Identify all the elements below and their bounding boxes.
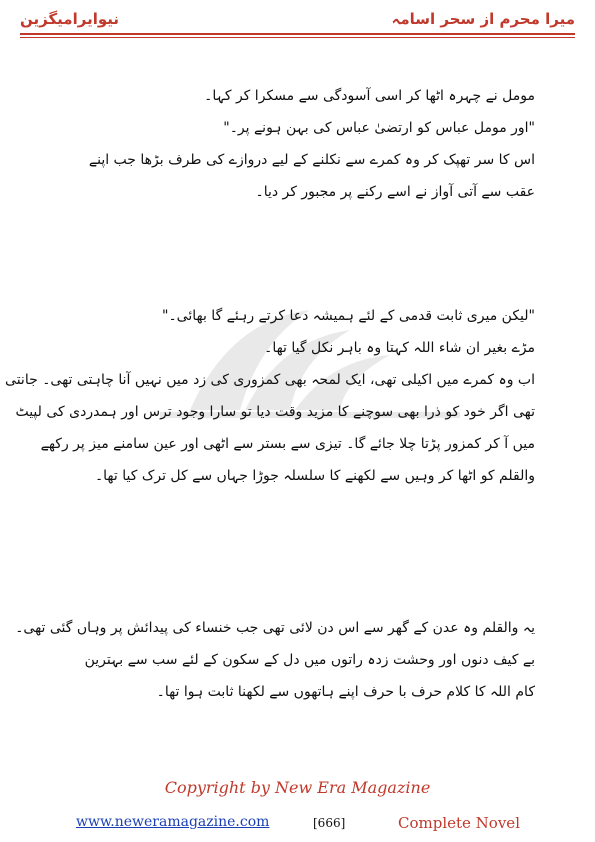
text-line: مڑے بغیر ان شاء اللہ کہتا وہ باہر نکل گیا تھا۔: [264, 340, 535, 356]
text-line: تھی اگر خود کو ذرا بھی سوچنے کا مزید وقت دیا تو سارا وجود ترس اور ہمدردی کی لپیٹ: [15, 404, 535, 420]
novel-title: میرا محرم از سحر اسامہ: [391, 10, 575, 28]
text-line: اب وہ کمرے میں اکیلی تھی، ایک لمحہ بھی کمزوری کی زد میں نہیں آنا چاہتی تھی۔ جانتی: [5, 372, 535, 388]
text-line: والقلم کو اٹھا کر وہیں سے لکھنے کا سلسلہ جوڑا جہاں سے کل ترک کیا تھا۔: [94, 468, 535, 484]
page-footer: [0, 812, 595, 834]
text-line: اس کا سر تھپک کر وہ کمرے سے نکلنے کے لیے دروازے کی طرف بڑھا جب اپنے: [88, 152, 535, 168]
header-rule-thin: [20, 37, 575, 38]
website-link[interactable]: www.neweramagazine.com: [76, 814, 270, 830]
paragraph-3: [15, 612, 535, 708]
header-rule: [20, 33, 575, 35]
text-line: بے کیف دنوں اور وحشت زدہ راتوں میں دل کے سکون کے لئے سب سے بہترین: [84, 652, 535, 668]
paragraph-2: [5, 300, 535, 492]
page-header: [20, 6, 575, 32]
copyright-notice: Copyright by New Era Magazine: [164, 778, 431, 797]
text-line: عقب سے آتی آواز نے اسے رکنے پر مجبور کر دیا۔: [255, 184, 535, 200]
text-line: میں آ کر کمزور پڑتا چلا جائے گا۔ تیزی سے بستر سے اٹھی اور عین سامنے میز پر رکھے: [40, 436, 535, 452]
text-line: کام اللہ کا کلام حرف با حرف اپنے ہاتھوں سے لکھنا ثابت ہوا تھا۔: [156, 684, 535, 700]
text-line: "اور مومل عباس کو ارتضیٰ عباس کی بہن ہونے پر۔": [223, 120, 535, 136]
paragraph-1: [55, 80, 535, 208]
text-line: مومل نے چہرہ اٹھا کر اسی آسودگی سے مسکرا کر کہا۔: [204, 88, 535, 104]
footer-label: Complete Novel: [398, 814, 520, 832]
page-number: [666]: [313, 816, 346, 830]
text-line: "لیکن میری ثابت قدمی کے لئے ہمیشہ دعا کرتے رہئے گا بھائی۔": [162, 308, 535, 324]
text-line: یہ والقلم وہ عدن کے گھر سے اس دن لائی تھی جب خنساء کی پیدائش پر وہاں گئی تھی۔: [15, 620, 535, 636]
magazine-title: نیوایرامیگزین: [20, 10, 120, 28]
